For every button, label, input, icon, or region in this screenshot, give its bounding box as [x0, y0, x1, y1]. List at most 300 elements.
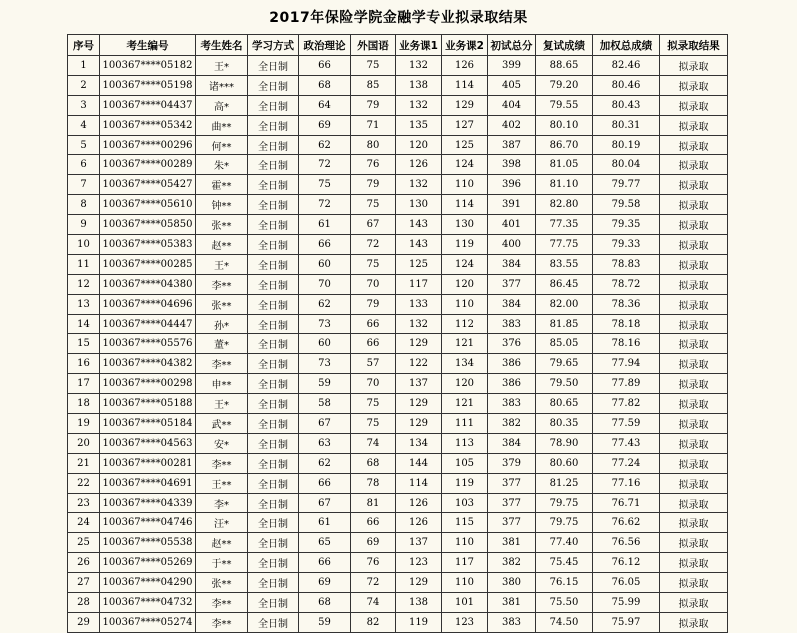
name-cell: 张**	[196, 573, 248, 593]
weighted-total-cell: 76.56	[593, 533, 660, 553]
table-header	[68, 35, 728, 56]
seq-cell: 23	[68, 493, 100, 513]
study-mode-cell: 全日制	[248, 155, 299, 175]
politics-cell: 73	[299, 314, 351, 334]
foreign-lang-cell: 72	[351, 573, 396, 593]
name-cell: 汪*	[196, 513, 248, 533]
name-cell: 王*	[196, 56, 248, 76]
table-row	[68, 294, 728, 314]
foreign-lang-cell: 82	[351, 612, 396, 632]
foreign-lang-cell: 57	[351, 354, 396, 374]
subject2-cell: 115	[442, 513, 488, 533]
subject2-cell: 101	[442, 593, 488, 613]
col-subject1-header: 业务课1	[396, 35, 442, 56]
result-cell: 拟录取	[660, 235, 728, 255]
exam-id-cell: 100367****05182	[100, 56, 196, 76]
initial-total-cell: 391	[488, 195, 536, 215]
name-cell: 李**	[196, 274, 248, 294]
name-cell: 诸***	[196, 75, 248, 95]
subject1-cell: 120	[396, 135, 442, 155]
study-mode-cell: 全日制	[248, 95, 299, 115]
table-row	[68, 215, 728, 235]
exam-id-cell: 100367****04380	[100, 274, 196, 294]
retest-cell: 77.40	[536, 533, 593, 553]
name-cell: 张**	[196, 294, 248, 314]
study-mode-cell: 全日制	[248, 394, 299, 414]
initial-total-cell: 379	[488, 453, 536, 473]
table-row	[68, 394, 728, 414]
seq-cell: 9	[68, 215, 100, 235]
subject1-cell: 126	[396, 513, 442, 533]
weighted-total-cell: 78.83	[593, 254, 660, 274]
name-cell: 李**	[196, 453, 248, 473]
politics-cell: 66	[299, 473, 351, 493]
foreign-lang-cell: 78	[351, 473, 396, 493]
subject2-cell: 120	[442, 374, 488, 394]
initial-total-cell: 396	[488, 175, 536, 195]
subject2-cell: 129	[442, 95, 488, 115]
page-title: 2017年保险学院金融学专业拟录取结果	[269, 10, 528, 26]
initial-total-cell: 377	[488, 274, 536, 294]
retest-cell: 79.65	[536, 354, 593, 374]
initial-total-cell: 382	[488, 414, 536, 434]
result-cell: 拟录取	[660, 354, 728, 374]
exam-id-cell: 100367****04437	[100, 95, 196, 115]
table-row	[68, 612, 728, 632]
result-cell: 拟录取	[660, 374, 728, 394]
exam-id-cell: 100367****04290	[100, 573, 196, 593]
foreign-lang-cell: 79	[351, 95, 396, 115]
initial-total-cell: 398	[488, 155, 536, 175]
seq-cell: 8	[68, 195, 100, 215]
initial-total-cell: 376	[488, 334, 536, 354]
retest-cell: 79.75	[536, 493, 593, 513]
retest-cell: 86.70	[536, 135, 593, 155]
weighted-total-cell: 80.31	[593, 115, 660, 135]
weighted-total-cell: 79.33	[593, 235, 660, 255]
seq-cell: 5	[68, 135, 100, 155]
seq-cell: 17	[68, 374, 100, 394]
foreign-lang-cell: 75	[351, 56, 396, 76]
initial-total-cell: 399	[488, 56, 536, 76]
weighted-total-cell: 77.94	[593, 354, 660, 374]
study-mode-cell: 全日制	[248, 573, 299, 593]
exam-id-cell: 100367****00298	[100, 374, 196, 394]
foreign-lang-cell: 85	[351, 75, 396, 95]
seq-cell: 19	[68, 414, 100, 434]
col-seq-header: 序号	[68, 35, 100, 56]
politics-cell: 72	[299, 195, 351, 215]
table-row	[68, 453, 728, 473]
foreign-lang-cell: 70	[351, 374, 396, 394]
initial-total-cell: 386	[488, 354, 536, 374]
politics-cell: 64	[299, 95, 351, 115]
foreign-lang-cell: 67	[351, 215, 396, 235]
name-cell: 霍**	[196, 175, 248, 195]
subject1-cell: 129	[396, 394, 442, 414]
retest-cell: 80.60	[536, 453, 593, 473]
initial-total-cell: 383	[488, 612, 536, 632]
exam-id-cell: 100367****00281	[100, 453, 196, 473]
name-cell: 武**	[196, 414, 248, 434]
table-row	[68, 155, 728, 175]
subject2-cell: 110	[442, 175, 488, 195]
study-mode-cell: 全日制	[248, 294, 299, 314]
name-cell: 王**	[196, 473, 248, 493]
weighted-total-cell: 80.46	[593, 75, 660, 95]
initial-total-cell: 384	[488, 254, 536, 274]
seq-cell: 14	[68, 314, 100, 334]
result-cell: 拟录取	[660, 414, 728, 434]
exam-id-cell: 100367****04746	[100, 513, 196, 533]
retest-cell: 85.05	[536, 334, 593, 354]
exam-id-cell: 100367****00285	[100, 254, 196, 274]
subject2-cell: 134	[442, 354, 488, 374]
table-row	[68, 573, 728, 593]
exam-id-cell: 100367****05269	[100, 553, 196, 573]
weighted-total-cell: 80.43	[593, 95, 660, 115]
table-row	[68, 493, 728, 513]
politics-cell: 58	[299, 394, 351, 414]
seq-cell: 1	[68, 56, 100, 76]
politics-cell: 68	[299, 75, 351, 95]
result-cell: 拟录取	[660, 294, 728, 314]
foreign-lang-cell: 75	[351, 254, 396, 274]
result-cell: 拟录取	[660, 453, 728, 473]
exam-id-cell: 100367****05610	[100, 195, 196, 215]
weighted-total-cell: 76.71	[593, 493, 660, 513]
subject1-cell: 125	[396, 254, 442, 274]
initial-total-cell: 382	[488, 553, 536, 573]
foreign-lang-cell: 75	[351, 414, 396, 434]
weighted-total-cell: 77.43	[593, 433, 660, 453]
study-mode-cell: 全日制	[248, 533, 299, 553]
exam-id-cell: 100367****04732	[100, 593, 196, 613]
subject1-cell: 132	[396, 56, 442, 76]
initial-total-cell: 404	[488, 95, 536, 115]
weighted-total-cell: 79.77	[593, 175, 660, 195]
table-row	[68, 95, 728, 115]
seq-cell: 24	[68, 513, 100, 533]
study-mode-cell: 全日制	[248, 195, 299, 215]
initial-total-cell: 405	[488, 75, 536, 95]
politics-cell: 69	[299, 573, 351, 593]
politics-cell: 70	[299, 274, 351, 294]
study-mode-cell: 全日制	[248, 135, 299, 155]
weighted-total-cell: 78.72	[593, 274, 660, 294]
retest-cell: 75.45	[536, 553, 593, 573]
exam-id-cell: 100367****05850	[100, 215, 196, 235]
subject2-cell: 124	[442, 254, 488, 274]
study-mode-cell: 全日制	[248, 493, 299, 513]
table-row	[68, 593, 728, 613]
weighted-total-cell: 79.35	[593, 215, 660, 235]
study-mode-cell: 全日制	[248, 175, 299, 195]
weighted-total-cell: 80.04	[593, 155, 660, 175]
col-foreign-lang-header: 外国语	[351, 35, 396, 56]
seq-cell: 27	[68, 573, 100, 593]
result-cell: 拟录取	[660, 115, 728, 135]
subject2-cell: 114	[442, 75, 488, 95]
table-row	[68, 433, 728, 453]
subject1-cell: 117	[396, 274, 442, 294]
retest-cell: 75.50	[536, 593, 593, 613]
exam-id-cell: 100367****04563	[100, 433, 196, 453]
seq-cell: 12	[68, 274, 100, 294]
retest-cell: 88.65	[536, 56, 593, 76]
foreign-lang-cell: 76	[351, 553, 396, 573]
result-cell: 拟录取	[660, 95, 728, 115]
retest-cell: 81.10	[536, 175, 593, 195]
weighted-total-cell: 77.16	[593, 473, 660, 493]
politics-cell: 60	[299, 334, 351, 354]
subject1-cell: 129	[396, 573, 442, 593]
name-cell: 赵**	[196, 533, 248, 553]
initial-total-cell: 381	[488, 593, 536, 613]
table-row	[68, 334, 728, 354]
table-row	[68, 473, 728, 493]
politics-cell: 59	[299, 612, 351, 632]
initial-total-cell: 383	[488, 314, 536, 334]
retest-cell: 79.75	[536, 513, 593, 533]
weighted-total-cell: 77.24	[593, 453, 660, 473]
politics-cell: 68	[299, 593, 351, 613]
result-cell: 拟录取	[660, 473, 728, 493]
foreign-lang-cell: 66	[351, 314, 396, 334]
exam-id-cell: 100367****04691	[100, 473, 196, 493]
initial-total-cell: 383	[488, 394, 536, 414]
seq-cell: 15	[68, 334, 100, 354]
study-mode-cell: 全日制	[248, 56, 299, 76]
col-study-mode-header: 学习方式	[248, 35, 299, 56]
seq-cell: 11	[68, 254, 100, 274]
seq-cell: 2	[68, 75, 100, 95]
subject2-cell: 113	[442, 433, 488, 453]
politics-cell: 62	[299, 453, 351, 473]
subject2-cell: 130	[442, 215, 488, 235]
result-cell: 拟录取	[660, 135, 728, 155]
result-cell: 拟录取	[660, 513, 728, 533]
subject1-cell: 132	[396, 314, 442, 334]
foreign-lang-cell: 79	[351, 175, 396, 195]
foreign-lang-cell: 66	[351, 513, 396, 533]
foreign-lang-cell: 66	[351, 334, 396, 354]
initial-total-cell: 380	[488, 573, 536, 593]
table-row	[68, 56, 728, 76]
subject1-cell: 126	[396, 155, 442, 175]
name-cell: 何**	[196, 135, 248, 155]
table-row	[68, 374, 728, 394]
exam-id-cell: 100367****05538	[100, 533, 196, 553]
politics-cell: 66	[299, 56, 351, 76]
name-cell: 申**	[196, 374, 248, 394]
exam-id-cell: 100367****05383	[100, 235, 196, 255]
subject2-cell: 117	[442, 553, 488, 573]
seq-cell: 10	[68, 235, 100, 255]
subject2-cell: 105	[442, 453, 488, 473]
exam-id-cell: 100367****05274	[100, 612, 196, 632]
initial-total-cell: 377	[488, 493, 536, 513]
politics-cell: 73	[299, 354, 351, 374]
admission-results-table	[67, 34, 728, 633]
foreign-lang-cell: 75	[351, 195, 396, 215]
col-name-header: 考生姓名	[196, 35, 248, 56]
politics-cell: 65	[299, 533, 351, 553]
study-mode-cell: 全日制	[248, 314, 299, 334]
subject2-cell: 112	[442, 314, 488, 334]
foreign-lang-cell: 76	[351, 155, 396, 175]
table-row	[68, 414, 728, 434]
result-cell: 拟录取	[660, 573, 728, 593]
weighted-total-cell: 78.36	[593, 294, 660, 314]
name-cell: 董*	[196, 334, 248, 354]
study-mode-cell: 全日制	[248, 254, 299, 274]
subject1-cell: 137	[396, 533, 442, 553]
foreign-lang-cell: 80	[351, 135, 396, 155]
name-cell: 孙*	[196, 314, 248, 334]
subject2-cell: 114	[442, 195, 488, 215]
subject1-cell: 143	[396, 215, 442, 235]
politics-cell: 61	[299, 215, 351, 235]
name-cell: 李**	[196, 354, 248, 374]
exam-id-cell: 100367****00296	[100, 135, 196, 155]
seq-cell: 7	[68, 175, 100, 195]
name-cell: 李**	[196, 593, 248, 613]
initial-total-cell: 402	[488, 115, 536, 135]
weighted-total-cell: 78.18	[593, 314, 660, 334]
weighted-total-cell: 75.99	[593, 593, 660, 613]
name-cell: 李*	[196, 493, 248, 513]
retest-cell: 81.05	[536, 155, 593, 175]
retest-cell: 83.55	[536, 254, 593, 274]
table-row	[68, 195, 728, 215]
exam-id-cell: 100367****05188	[100, 394, 196, 414]
subject1-cell: 138	[396, 593, 442, 613]
politics-cell: 75	[299, 175, 351, 195]
study-mode-cell: 全日制	[248, 75, 299, 95]
foreign-lang-cell: 72	[351, 235, 396, 255]
subject2-cell: 125	[442, 135, 488, 155]
retest-cell: 79.50	[536, 374, 593, 394]
weighted-total-cell: 76.62	[593, 513, 660, 533]
initial-total-cell: 381	[488, 533, 536, 553]
politics-cell: 59	[299, 374, 351, 394]
exam-id-cell: 100367****00289	[100, 155, 196, 175]
table-row	[68, 254, 728, 274]
subject2-cell: 127	[442, 115, 488, 135]
retest-cell: 81.85	[536, 314, 593, 334]
weighted-total-cell: 77.89	[593, 374, 660, 394]
exam-id-cell: 100367****05184	[100, 414, 196, 434]
result-cell: 拟录取	[660, 612, 728, 632]
table-row	[68, 274, 728, 294]
result-cell: 拟录取	[660, 56, 728, 76]
retest-cell: 86.45	[536, 274, 593, 294]
seq-cell: 3	[68, 95, 100, 115]
result-cell: 拟录取	[660, 553, 728, 573]
col-exam-id-header: 考生编号	[100, 35, 196, 56]
subject1-cell: 129	[396, 414, 442, 434]
retest-cell: 77.75	[536, 235, 593, 255]
study-mode-cell: 全日制	[248, 513, 299, 533]
exam-id-cell: 100367****04696	[100, 294, 196, 314]
politics-cell: 62	[299, 294, 351, 314]
weighted-total-cell: 80.19	[593, 135, 660, 155]
retest-cell: 79.55	[536, 95, 593, 115]
table-body	[68, 56, 728, 633]
seq-cell: 4	[68, 115, 100, 135]
study-mode-cell: 全日制	[248, 374, 299, 394]
politics-cell: 69	[299, 115, 351, 135]
exam-id-cell: 100367****04447	[100, 314, 196, 334]
table-row	[68, 235, 728, 255]
col-result-header: 拟录取结果	[660, 35, 728, 56]
retest-cell: 78.90	[536, 433, 593, 453]
subject2-cell: 121	[442, 394, 488, 414]
weighted-total-cell: 76.05	[593, 573, 660, 593]
seq-cell: 20	[68, 433, 100, 453]
retest-cell: 77.35	[536, 215, 593, 235]
seq-cell: 29	[68, 612, 100, 632]
subject1-cell: 143	[396, 235, 442, 255]
politics-cell: 66	[299, 553, 351, 573]
study-mode-cell: 全日制	[248, 593, 299, 613]
weighted-total-cell: 77.82	[593, 394, 660, 414]
name-cell: 钟**	[196, 195, 248, 215]
politics-cell: 66	[299, 235, 351, 255]
study-mode-cell: 全日制	[248, 235, 299, 255]
retest-cell: 82.80	[536, 195, 593, 215]
table-row	[68, 513, 728, 533]
study-mode-cell: 全日制	[248, 612, 299, 632]
name-cell: 王*	[196, 394, 248, 414]
study-mode-cell: 全日制	[248, 334, 299, 354]
politics-cell: 61	[299, 513, 351, 533]
header-row	[68, 35, 728, 56]
result-cell: 拟录取	[660, 493, 728, 513]
result-cell: 拟录取	[660, 254, 728, 274]
result-cell: 拟录取	[660, 533, 728, 553]
retest-cell: 80.65	[536, 394, 593, 414]
foreign-lang-cell: 70	[351, 274, 396, 294]
seq-cell: 25	[68, 533, 100, 553]
subject1-cell: 132	[396, 95, 442, 115]
exam-id-cell: 100367****05198	[100, 75, 196, 95]
foreign-lang-cell: 68	[351, 453, 396, 473]
initial-total-cell: 401	[488, 215, 536, 235]
seq-cell: 21	[68, 453, 100, 473]
seq-cell: 22	[68, 473, 100, 493]
result-cell: 拟录取	[660, 274, 728, 294]
subject1-cell: 138	[396, 75, 442, 95]
retest-cell: 76.15	[536, 573, 593, 593]
subject2-cell: 103	[442, 493, 488, 513]
result-cell: 拟录取	[660, 75, 728, 95]
name-cell: 王*	[196, 254, 248, 274]
subject1-cell: 129	[396, 334, 442, 354]
seq-cell: 16	[68, 354, 100, 374]
foreign-lang-cell: 74	[351, 593, 396, 613]
study-mode-cell: 全日制	[248, 433, 299, 453]
initial-total-cell: 386	[488, 374, 536, 394]
table-row	[68, 553, 728, 573]
initial-total-cell: 384	[488, 294, 536, 314]
subject2-cell: 120	[442, 274, 488, 294]
politics-cell: 67	[299, 493, 351, 513]
name-cell: 于**	[196, 553, 248, 573]
initial-total-cell: 377	[488, 513, 536, 533]
retest-cell: 74.50	[536, 612, 593, 632]
